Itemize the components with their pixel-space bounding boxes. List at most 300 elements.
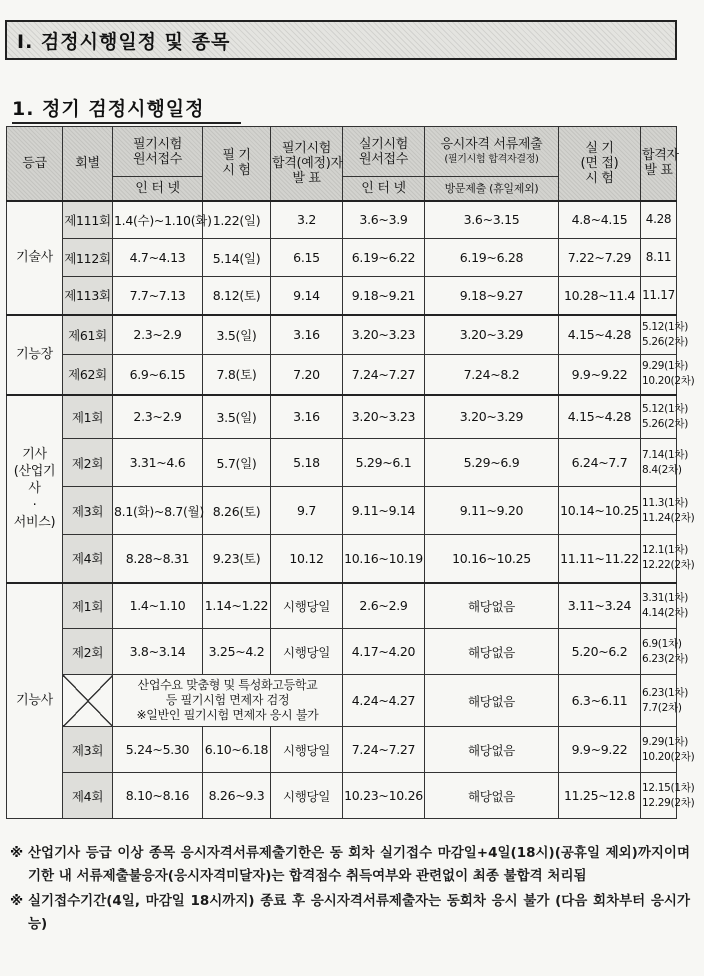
final-result-cell: [641, 239, 677, 277]
practical-apply-cell: [343, 239, 425, 277]
cell-line: 원서접수: [358, 151, 409, 167]
written-result-cell: [271, 629, 343, 675]
cell-text: 1.14~1.22: [204, 598, 269, 614]
note-text: 산업기사 등급 이상 종목 응시자격서류제출기한은 동 회차 실기접수 마감일+4일(18시)(공휴일 제외)까지이며 기한 내 서류제출불응자(응시자격미달자)는 합격점수 취득여부와 관련없이 최종 불합격 처리됨: [28, 845, 690, 884]
cell-line: 합격자: [642, 148, 679, 164]
final-line: 10.20(2차): [642, 375, 695, 388]
round-text: 제3회: [71, 742, 104, 758]
practical-apply-cell: [343, 439, 425, 487]
final-line: 6.9(1차): [642, 637, 682, 650]
cell-text: 3.20~3.23: [351, 409, 416, 425]
written-result-cell: [271, 277, 343, 315]
round-text: 제1회: [71, 598, 104, 614]
cell-text: 4.15~4.28: [567, 327, 632, 343]
docs-cell: [425, 315, 559, 355]
practical-exam-cell: [559, 395, 641, 439]
cell-line: 필 기: [222, 148, 251, 164]
header-docs: [425, 127, 559, 177]
cell-text: 3.5(일): [216, 327, 257, 343]
cell-text: 10.14~10.25: [560, 503, 639, 518]
cell-text: 7.24~7.27: [351, 742, 416, 757]
cell-line: 필기시험: [281, 140, 332, 156]
header-written-apply-sub: [113, 177, 203, 201]
practical-apply-cell: [343, 583, 425, 629]
round-cell: [63, 535, 113, 583]
docs-cell: [425, 439, 559, 487]
final-line: 12.29(2차): [642, 796, 695, 809]
final-line: 8.4(2차): [642, 463, 682, 476]
cell-text: 3.5(일): [216, 409, 257, 425]
final-line: 9.29(1차): [642, 735, 688, 748]
table-row: [7, 395, 677, 439]
grade-cell: [7, 315, 63, 395]
written-result-cell: [271, 487, 343, 535]
table-row: [7, 773, 677, 819]
cell-line: 실 기: [585, 140, 614, 156]
cell-text: 6.9~6.15: [129, 366, 186, 382]
cell-text: 6.19~6.28: [459, 250, 524, 265]
table-row: [7, 239, 677, 277]
final-line: 11.17: [642, 287, 675, 302]
written-result-cell: [271, 535, 343, 583]
cell-text: 9.9~9.22: [571, 366, 628, 382]
final-result-cell: [641, 439, 688, 487]
cell-text: 9.11~9.20: [459, 503, 524, 518]
written-apply-cell: [113, 773, 203, 819]
round-text: 제61회: [68, 327, 107, 343]
final-line: 11.3(1차): [642, 496, 688, 509]
header-text: 회별: [75, 155, 100, 171]
practical-apply-cell: [343, 315, 425, 355]
practical-apply-cell: [343, 773, 425, 819]
practical-apply-cell: [343, 629, 425, 675]
header-text: 인 터 넷: [361, 180, 406, 196]
cell-text: 6.15: [293, 250, 320, 265]
header-text: 응시자격 서류제출: [440, 136, 543, 152]
cell-text: 5.29~6.9: [463, 455, 520, 470]
cell-line: 발 표: [644, 163, 673, 179]
table-row: [7, 583, 677, 629]
final-line: 5.26(2차): [642, 335, 688, 348]
header-written-result: [271, 127, 343, 201]
cell-text: 5.7(일): [216, 455, 257, 471]
round-cell: [63, 629, 113, 675]
note-text: 실기접수기간(4일, 마감일 18시까지) 종료 후 응시자격서류제출자는 동회차 응시 불가 (다음 회차부터 응시가능): [28, 893, 690, 932]
cell-text: 3.6~3.15: [463, 212, 520, 228]
written-apply-cell: [113, 315, 203, 355]
grade-line: 기능사: [16, 693, 53, 709]
cell-text: 10.28~11.4: [563, 287, 636, 303]
written-exam-cell: [203, 439, 271, 487]
final-line: 3.31(1차): [642, 591, 688, 604]
round-text: 제4회: [71, 551, 104, 567]
written-exam-cell: [203, 239, 271, 277]
written-apply-cell: [113, 487, 203, 535]
table-header-row: [7, 127, 677, 177]
cell-text: 4.17~4.20: [351, 644, 416, 659]
cell-text: 11.25~12.8: [563, 788, 636, 803]
final-line: 6.23(2차): [642, 652, 688, 665]
final-result-cell: [641, 583, 688, 629]
header-text: 인 터 넷: [135, 180, 180, 196]
written-result-cell: [271, 439, 343, 487]
cell-text: 5.18: [293, 455, 320, 470]
cell-text: 6.3~6.11: [571, 693, 628, 708]
practical-apply-cell: [343, 727, 425, 773]
cell-text: 9.11~9.14: [351, 503, 416, 518]
header-practical-apply: [343, 127, 425, 177]
written-exam-cell: [203, 583, 271, 629]
cell-text: 6.19~6.22: [351, 250, 416, 265]
final-line: 4.28: [645, 212, 672, 227]
cell-text: 4.15~4.28: [567, 409, 632, 425]
cell-text: 8.12(토): [212, 288, 261, 304]
practical-apply-cell: [343, 277, 425, 315]
final-result-cell: [641, 395, 688, 439]
practical-exam-cell: [559, 355, 641, 395]
practical-exam-cell: [559, 583, 641, 629]
practical-exam-cell: [559, 277, 641, 315]
cell-text: 3.11~3.24: [567, 598, 632, 614]
round-cell-crossed: [63, 675, 113, 727]
section-title-banner: [5, 20, 677, 60]
cell-text: 해당없음: [467, 644, 516, 660]
cell-text: 3.25~4.2: [208, 644, 265, 659]
grade-line: ·: [32, 498, 37, 513]
cell-text: 7.22~7.29: [567, 250, 632, 265]
cell-text: 4.8~4.15: [571, 212, 628, 228]
header-written-apply: [113, 127, 203, 177]
round-text: 제1회: [71, 409, 104, 425]
special-line: ※일반인 필기시험 면제자 응시 불가: [136, 708, 319, 722]
final-result-cell: [641, 315, 688, 355]
round-cell: [63, 239, 113, 277]
final-line: 12.15(1차): [642, 781, 695, 794]
exam-schedule-table: [6, 126, 695, 819]
cell-line: 실기시험: [358, 136, 409, 152]
grade-line: 기술사: [16, 250, 53, 265]
grade-line: 기사: [22, 447, 47, 462]
written-result-cell: [271, 395, 343, 439]
round-cell: [63, 277, 113, 315]
cell-line: 원서접수: [132, 151, 183, 167]
cell-text: 3.16: [293, 409, 320, 425]
round-cell: [63, 727, 113, 773]
written-exam-cell: [203, 727, 271, 773]
written-result-cell: [271, 773, 343, 819]
written-apply-cell: [113, 629, 203, 675]
docs-cell: [425, 355, 559, 395]
practical-exam-cell: [559, 439, 641, 487]
round-cell: [63, 487, 113, 535]
cell-text: 9.9~9.22: [571, 742, 628, 757]
table-row: [7, 439, 677, 487]
written-result-cell: [271, 315, 343, 355]
written-exam-cell: [203, 315, 271, 355]
written-apply-cell: [113, 201, 212, 239]
cell-text: 2.3~2.9: [133, 409, 182, 425]
final-result-cell: [641, 773, 695, 819]
final-result-cell: [641, 727, 695, 773]
table-row: [7, 535, 677, 583]
written-exam-cell: [203, 201, 271, 239]
docs-cell: [425, 583, 559, 629]
docs-cell: [425, 277, 559, 315]
practical-apply-cell: [343, 201, 425, 239]
cell-text: 9.7: [297, 503, 316, 518]
cell-text: 시행당일: [282, 644, 331, 660]
docs-cell: [425, 629, 559, 675]
final-result-cell: [641, 675, 688, 727]
header-text: 방문제출 (휴일제외): [444, 181, 539, 195]
header-round: [63, 127, 113, 201]
written-apply-cell: [113, 355, 203, 395]
final-line: 5.26(2차): [642, 417, 688, 430]
final-result-cell: [641, 487, 695, 535]
practical-exam-cell: [559, 629, 641, 675]
note-item: [10, 890, 690, 936]
cell-line: 합격(예정)자: [272, 155, 343, 171]
header-text: 등급: [22, 155, 47, 171]
cell-text: 5.14(일): [212, 250, 261, 266]
cell-text: 2.3~2.9: [133, 327, 182, 343]
cell-text: 3.6~3.9: [359, 212, 408, 228]
cell-text: 해당없음: [467, 598, 516, 614]
cell-text: 시행당일: [282, 742, 331, 758]
written-exam-cell: [203, 773, 271, 819]
cell-text: 1.4~1.10: [129, 598, 186, 614]
cell-text: 3.20~3.23: [351, 327, 416, 343]
written-exam-cell: [203, 629, 271, 675]
grade-cell: [7, 395, 63, 583]
written-exam-cell: [203, 487, 271, 535]
cell-text: 7.7~7.13: [129, 287, 186, 303]
cell-text: 8.1(화)~8.7(월): [114, 503, 204, 519]
cell-text: 5.24~5.30: [125, 742, 190, 757]
round-cell: [63, 773, 113, 819]
docs-cell: [425, 395, 559, 439]
docs-cell: [425, 727, 559, 773]
table-row: [7, 315, 677, 355]
final-result-cell: [641, 629, 688, 675]
cell-text: 해당없음: [467, 742, 516, 758]
table-row: [7, 487, 677, 535]
written-apply-cell: [113, 439, 203, 487]
grade-line: (산업기사: [13, 464, 56, 496]
final-line: 4.14(2차): [642, 606, 688, 619]
final-result-cell: [641, 201, 677, 239]
cell-text: 7.24~7.27: [351, 366, 416, 382]
written-exam-cell: [203, 355, 271, 395]
cell-text: 8.10~8.16: [125, 788, 190, 803]
subtitle-underline: [12, 122, 241, 124]
final-line: 9.29(1차): [642, 360, 688, 373]
header-practical-apply-sub: [343, 177, 425, 201]
cell-text: 1.22(일): [212, 212, 261, 228]
cell-line: 필기시험: [132, 136, 183, 152]
practical-exam-cell: [559, 535, 641, 583]
grade-line: 기능장: [16, 347, 53, 362]
cell-text: 4.24~4.27: [351, 693, 416, 708]
cell-text: 4.7~4.13: [129, 250, 186, 265]
cell-text: 3.20~3.29: [459, 409, 524, 425]
practical-exam-cell: [559, 487, 641, 535]
docs-cell: [425, 773, 559, 819]
final-line: 7.14(1차): [642, 448, 688, 461]
table-row: [7, 355, 677, 395]
cell-text: 시행당일: [282, 598, 331, 614]
written-exam-cell: [203, 535, 271, 583]
round-text: 제4회: [71, 788, 104, 804]
note-mark: ※: [10, 893, 24, 909]
final-line: 10.20(2차): [642, 750, 695, 763]
round-cell: [63, 315, 113, 355]
header-written-exam: [203, 127, 271, 201]
practical-exam-cell: [559, 727, 641, 773]
cell-text: 2.6~2.9: [359, 598, 408, 614]
final-line: 12.22(2차): [642, 559, 695, 572]
written-apply-cell: [113, 395, 203, 439]
cell-text: 3.2: [297, 212, 316, 228]
practical-apply-cell: [343, 675, 425, 727]
cell-text: 해당없음: [467, 788, 516, 804]
header-grade: [7, 127, 63, 201]
cell-text: 5.29~6.1: [355, 455, 412, 470]
special-note-cell: [113, 675, 343, 727]
cell-text: 7.24~8.2: [463, 366, 520, 382]
cell-text: 11.11~11.22: [560, 550, 639, 566]
special-line: 산업수요 맞춤형 및 특성화고등학교: [137, 678, 318, 692]
final-line: 5.12(1차): [642, 320, 688, 333]
cell-text: 시행당일: [282, 788, 331, 804]
cell-line: (면 접): [580, 155, 619, 171]
round-text: 제2회: [71, 455, 104, 471]
note-mark: ※: [10, 845, 24, 861]
table-row: [7, 201, 677, 239]
cell-text: 9.14: [293, 287, 320, 303]
cell-text: 6.10~6.18: [204, 742, 269, 757]
note-item: [10, 842, 690, 888]
round-text: 제2회: [71, 644, 104, 660]
written-exam-cell: [203, 395, 271, 439]
cell-text: 7.8(토): [216, 367, 257, 383]
practical-exam-cell: [559, 201, 641, 239]
practical-exam-cell: [559, 239, 641, 277]
table-row: [7, 675, 677, 727]
cell-text: 10.16~10.25: [452, 550, 531, 566]
final-result-cell: [641, 355, 695, 395]
practical-apply-cell: [343, 355, 425, 395]
header-docs-sub: [425, 177, 559, 201]
cell-text: 9.23(토): [212, 551, 261, 567]
cell-text: 5.20~6.2: [571, 644, 628, 659]
header-practical-exam: [559, 127, 641, 201]
written-result-cell: [271, 727, 343, 773]
cell-text: 10.16~10.19: [344, 550, 423, 566]
table-row: [7, 629, 677, 675]
cell-text: 8.26~9.3: [208, 788, 265, 803]
round-cell: [63, 583, 113, 629]
cell-text: 3.31~4.6: [129, 455, 186, 470]
final-line: 12.1(1차): [642, 544, 688, 557]
written-result-cell: [271, 239, 343, 277]
grade-cell: [7, 201, 63, 315]
cell-text: 3.16: [293, 327, 320, 343]
cell-text: 1.4(수)~1.10(화): [114, 212, 212, 228]
written-apply-cell: [113, 277, 203, 315]
round-text: 제111회: [64, 212, 111, 228]
cell-text: 3.8~3.14: [129, 644, 186, 659]
docs-cell: [425, 201, 559, 239]
docs-cell: [425, 239, 559, 277]
notes: [10, 842, 690, 938]
practical-exam-cell: [559, 675, 641, 727]
cell-text: 8.28~8.31: [125, 550, 190, 566]
final-line: 6.23(1차): [642, 686, 688, 699]
cell-text: 6.24~7.7: [571, 455, 628, 470]
written-apply-cell: [113, 583, 203, 629]
final-line: 7.7(2차): [642, 701, 682, 714]
docs-cell: [425, 675, 559, 727]
table-row: [7, 727, 677, 773]
practical-exam-cell: [559, 315, 641, 355]
practical-apply-cell: [343, 395, 425, 439]
written-apply-cell: [113, 239, 203, 277]
docs-cell: [425, 487, 559, 535]
grade-line: 서비스): [13, 515, 56, 530]
final-line: 11.24(2차): [642, 511, 695, 524]
written-result-cell: [271, 355, 343, 395]
cell-text: 9.18~9.21: [351, 287, 416, 303]
round-cell: [63, 395, 113, 439]
header-final-result: [641, 127, 677, 201]
cell-text: 10.23~10.26: [344, 788, 423, 803]
cell-line: 시 험: [222, 163, 251, 179]
special-line: 등 필기시험 면제자 검정: [165, 693, 290, 707]
section-title: Ⅰ. 검정시행일정 및 종목: [17, 30, 231, 53]
written-apply-cell: [113, 727, 203, 773]
cell-text: 9.18~9.27: [459, 287, 524, 303]
round-text: 제113회: [64, 288, 111, 304]
written-result-cell: [271, 201, 343, 239]
round-cell: [63, 201, 113, 239]
cell-text: 해당없음: [467, 693, 516, 709]
practical-apply-cell: [343, 487, 425, 535]
final-result-cell: [641, 277, 677, 315]
schedule-subtitle: 1. 정기 검정시행일정: [12, 98, 205, 120]
round-text: 제62회: [68, 367, 107, 383]
final-line: 5.12(1차): [642, 402, 688, 415]
grade-cell: [7, 583, 63, 819]
cell-text: 10.12: [289, 550, 324, 566]
header-note: (필기시험 합격자결정): [444, 153, 539, 165]
final-result-cell: [641, 535, 695, 583]
practical-exam-cell: [559, 773, 641, 819]
cell-text: 7.20: [293, 366, 320, 382]
written-result-cell: [271, 583, 343, 629]
written-apply-cell: [113, 535, 203, 583]
cell-text: 8.26(토): [212, 503, 261, 519]
table-row: [7, 277, 677, 315]
round-text: 제112회: [64, 250, 111, 266]
round-text: 제3회: [71, 503, 104, 519]
round-cell: [63, 355, 113, 395]
cell-line: 발 표: [292, 170, 321, 186]
cell-line: 시 험: [585, 170, 614, 186]
practical-apply-cell: [343, 535, 425, 583]
final-line: 8.11: [645, 250, 672, 264]
round-cell: [63, 439, 113, 487]
